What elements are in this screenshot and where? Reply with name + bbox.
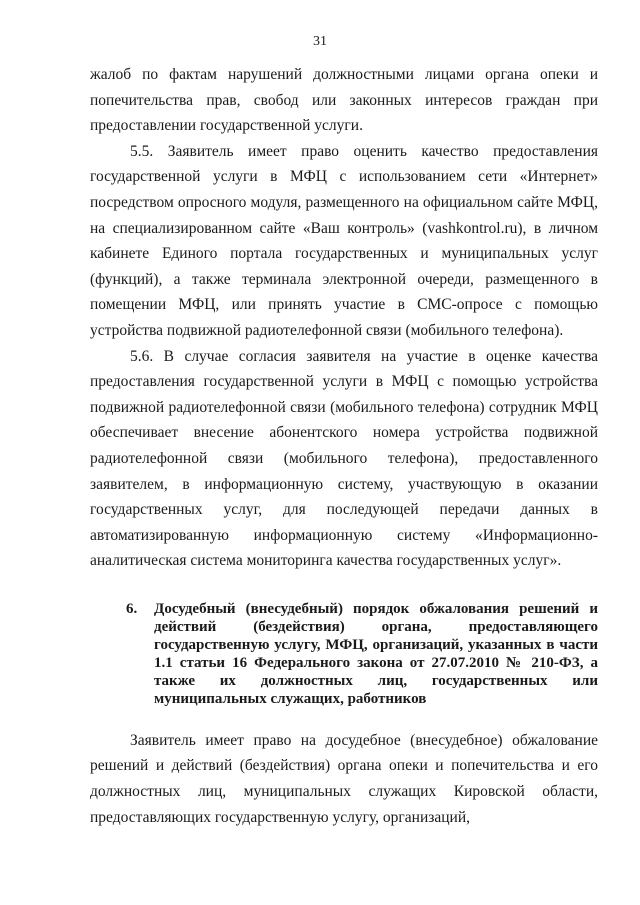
paragraph-section-6-intro: Заявитель имеет право на досудебное (внесудебное) обжалование решений и действий (бездействия) органа опеки и попечительства и его должностных лиц, муниципальных служащих Кировской области, предоставляющих государственную услугу, организаций, xyxy=(90,731,598,826)
paragraph-5-5: 5.5. Заявитель имеет право оценить качество предоставления государственной услуги в МФЦ с использованием сети «Интернет» посредством опросного модуля, размещенного на официальном сайте МФЦ, на специализированном сайте «Ваш контроль» (vashkontrol.ru), в личном кабинете Единого портала государственных и муниципальных услуг (функций), а также терминала электронной очереди, размещенного в помещении МФЦ, или принять участие в СМС-опросе с помощью устройства подвижной радиотелефонной связи (мобильного телефона). xyxy=(90,142,598,339)
section-number: 6. xyxy=(126,600,138,617)
page-body xyxy=(90,62,598,830)
paragraph-continued: жалоб по фактам нарушений должностными лицами органа опеки и попечительства прав, свобод или законных интересов граждан при предоставлении государственной услуги. xyxy=(90,66,598,135)
page-number: 31 xyxy=(313,34,327,49)
section-title: Досудебный (внесудебный) порядок обжалования решений и действий (бездействия) органа, предоставляющего государственную услугу, МФЦ, организаций, указанных в части 1.1 статьи 16 Федерального закона от 27.07.2010 № 210-ФЗ, а также их должностных лиц, государственных или муниципальных служащих, работников xyxy=(154,600,598,707)
paragraph-5-6: 5.6. В случае согласия заявителя на участие в оценке качества предоставления государственной услуги в МФЦ с помощью устройства подвижной радиотелефонной связи (мобильного телефона) сотрудник МФЦ обеспечивает внесение абонентского номера устройства подвижной радиотелефонной связи (мобильного телефона), предоставленного заявителем, в информационную систему, участвующую в оказании государственных услуг, для последующей передачи данных в автоматизированную информационную систему «Информационно-аналитическая система мониторинга качества государственных услуг». xyxy=(90,347,598,570)
section-heading xyxy=(90,600,598,708)
